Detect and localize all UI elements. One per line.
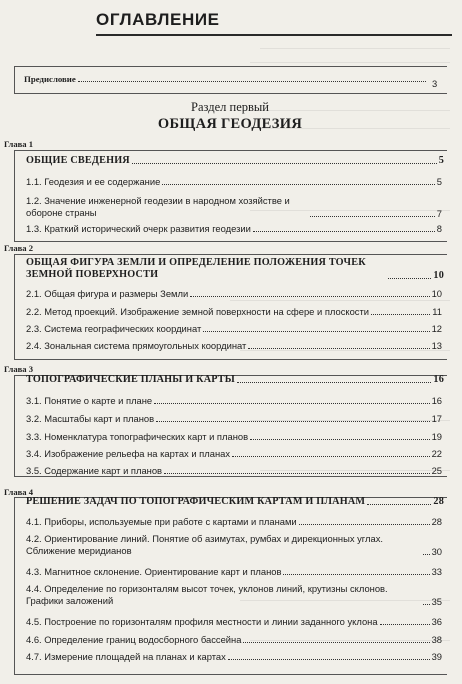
toc-item-4-2[interactable]: 4.2. Ориентирование линий. Понятие об азимутах, румбах и дирекционных углах. Сближение меридианов 30 (26, 533, 442, 557)
toc-item-2-2[interactable]: 2.2. Метод проекций. Изображение земной поверхности на сфере и плоскости 11 (26, 306, 442, 317)
chapter-2-title[interactable]: ОБЩАЯ ФИГУРА ЗЕМЛИ И ОПРЕДЕЛЕНИЕ ПОЛОЖЕНИЯ ТОЧЕК ЗЕМНОЙ ПОВЕРХНОСТИ 10 (26, 257, 444, 281)
chapter-4-title[interactable]: РЕШЕНИЕ ЗАДАЧ ПО ТОПОГРАФИЧЕСКИМ КАРТАМ И ПЛАНАМ 28 (26, 496, 444, 507)
toc-item-4-5[interactable]: 4.5. Построение по горизонталям профиля местности и линии заданного уклона 36 (26, 616, 442, 627)
page-title: ОГЛАВЛЕНИЕ (96, 10, 220, 29)
chapter-3-title[interactable]: ТОПОГРАФИЧЕСКИЕ ПЛАНЫ И КАРТЫ 16 (26, 374, 444, 385)
toc-item-2-3[interactable]: 2.3. Система географических координат 12 (26, 323, 442, 334)
toc-item-4-1[interactable]: 4.1. Приборы, используемые при работе с картами и планами 28 (26, 516, 442, 527)
toc-item-3-5[interactable]: 3.5. Содержание карт и планов 25 (26, 465, 442, 476)
toc-item-4-7[interactable]: 4.7. Измерение площадей на планах и картах 39 (26, 651, 442, 662)
section-title: ОБЩАЯ ГЕОДЕЗИЯ (157, 116, 303, 132)
chapter-3-label: Глава 3 (4, 364, 33, 374)
chapter-2-label: Глава 2 (4, 243, 33, 253)
toc-item-4-6[interactable]: 4.6. Определение границ водосборного бассейна 38 (26, 634, 442, 645)
preface-page: 3 (432, 78, 438, 89)
toc-item-4-4[interactable]: 4.4. Определение по горизонталям высот точек, уклонов линий, крутизны склонов. Графики заложений 35 (26, 583, 442, 607)
chapter-1-label: Глава 1 (4, 139, 33, 149)
dot-leader (78, 81, 426, 82)
toc-item-3-3[interactable]: 3.3. Номенклатура топографических карт и планов 19 (26, 431, 442, 442)
toc-item-1-1[interactable]: 1.1. Геодезия и ее содержание 5 (26, 176, 442, 187)
toc-item-2-4[interactable]: 2.4. Зональная система прямоугольных координат 13 (26, 340, 442, 351)
toc-item-3-4[interactable]: 3.4. Изображение рельефа на картах и планах 22 (26, 448, 442, 459)
section-name: Раздел первый (191, 100, 269, 114)
chapter-4-label: Глава 4 (4, 487, 33, 497)
toc-item-1-2[interactable]: 1.2. Значение инженерной геодезии в народном хозяйстве и обороне страны 7 (26, 195, 442, 219)
toc-item-3-1[interactable]: 3.1. Понятие о карте и плане 16 (26, 395, 442, 406)
toc-entry-preface[interactable] (24, 74, 428, 84)
toc-item-3-2[interactable]: 3.2. Масштабы карт и планов 17 (26, 413, 442, 424)
toc-item-4-3[interactable]: 4.3. Магнитное склонение. Ориентирование карт и планов 33 (26, 566, 442, 577)
preface-label: Предисловие (24, 74, 76, 84)
chapter-1-title[interactable]: ОБЩИЕ СВЕДЕНИЯ 5 (26, 155, 444, 166)
title-underline (96, 34, 452, 36)
toc-item-2-1[interactable]: 2.1. Общая фигура и размеры Земли 10 (26, 288, 442, 299)
chapter-3-frame (14, 375, 447, 477)
toc-item-1-3[interactable]: 1.3. Краткий исторический очерк развития геодезии 8 (26, 223, 442, 234)
